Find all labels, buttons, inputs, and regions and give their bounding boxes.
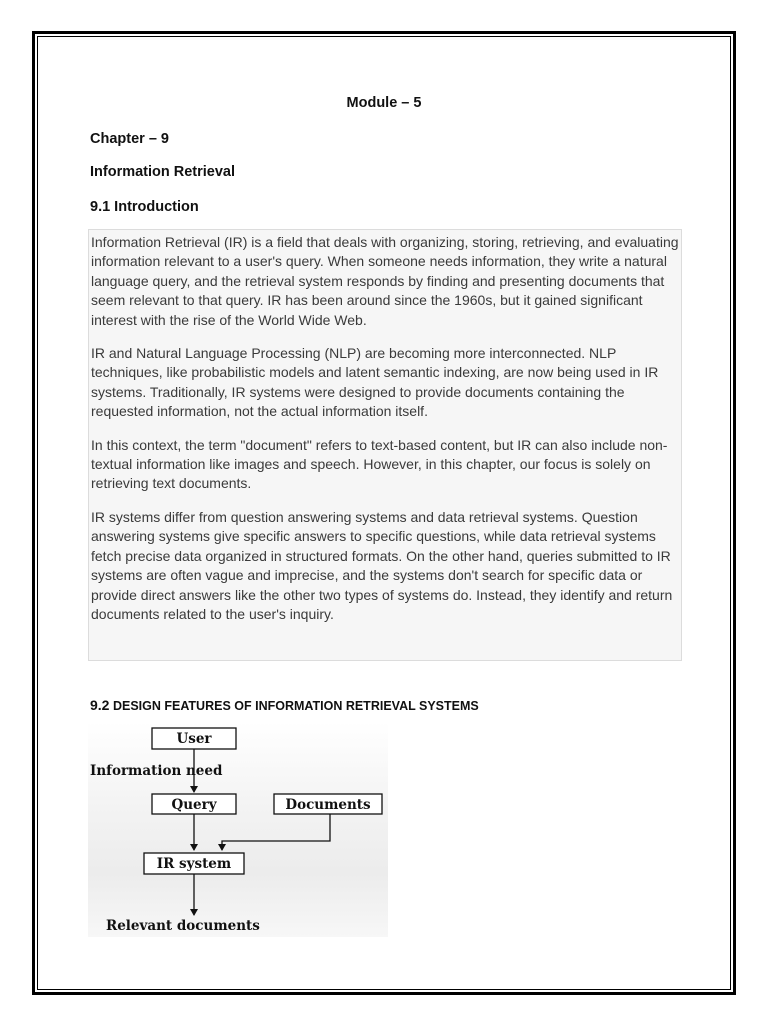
user-label: User bbox=[176, 731, 212, 747]
relevant-documents-label: Relevant documents bbox=[106, 918, 260, 934]
section-number: 9.2 bbox=[90, 697, 110, 713]
ir-flow-diagram bbox=[88, 722, 388, 937]
intro-paragraph-3: In this context, the term "document" refers to text-based content, but IR can also include non-textual information like images and speech. However, in this chapter, our focus is solely on retrieving text documents. bbox=[91, 436, 668, 492]
ir-system-label: IR system bbox=[156, 856, 232, 872]
information-need-label: Information need bbox=[90, 763, 223, 779]
chapter-title: Information Retrieval bbox=[90, 164, 236, 180]
module-title: Module – 5 bbox=[346, 95, 422, 111]
section-title: DESIGN FEATURES OF INFORMATION RETRIEVAL SYSTEMS bbox=[112, 699, 479, 713]
documents-label: Documents bbox=[285, 797, 371, 813]
connector-documents-to-ir bbox=[222, 814, 330, 850]
intro-paragraph-4: IR systems differ from question answering systems and data retrieval systems. Question answering systems give specific answers to specific questions, while data retrieval systems fetch precise data organized in structured formats. On the other hand, queries submitted to IR systems are often vague and imprecise, and the systems don't search for specific data or provide direct answers like the other two types of systems do. Instead, they identify and return documents related to the user's inquiry. bbox=[91, 508, 673, 622]
query-label: Query bbox=[171, 797, 217, 813]
intro-paragraph-2: IR and Natural Language Processing (NLP) are becoming more interconnected. NLP techniques, like probabilistic models and latent semantic indexing, are now being used in IR systems. Traditionally, IR systems were designed to provide documents containing the requested information, not the actual information itself. bbox=[91, 345, 659, 420]
intro-heading: 9.1 Introduction bbox=[90, 199, 199, 215]
section-heading-9-2 bbox=[90, 697, 479, 713]
intro-text-box bbox=[88, 229, 682, 661]
chapter-heading: Chapter – 9 bbox=[90, 131, 169, 147]
intro-paragraph-1: Information Retrieval (IR) is a field that deals with organizing, storing, retrieving, and evaluating information relevant to a user's query. When someone needs information, they write a natural language query, and the retrieval system responds by finding and presenting documents that seem relevant to that query. IR has been around since the 1960s, but it gained significant interest with the rise of the World Wide Web. bbox=[91, 234, 679, 328]
